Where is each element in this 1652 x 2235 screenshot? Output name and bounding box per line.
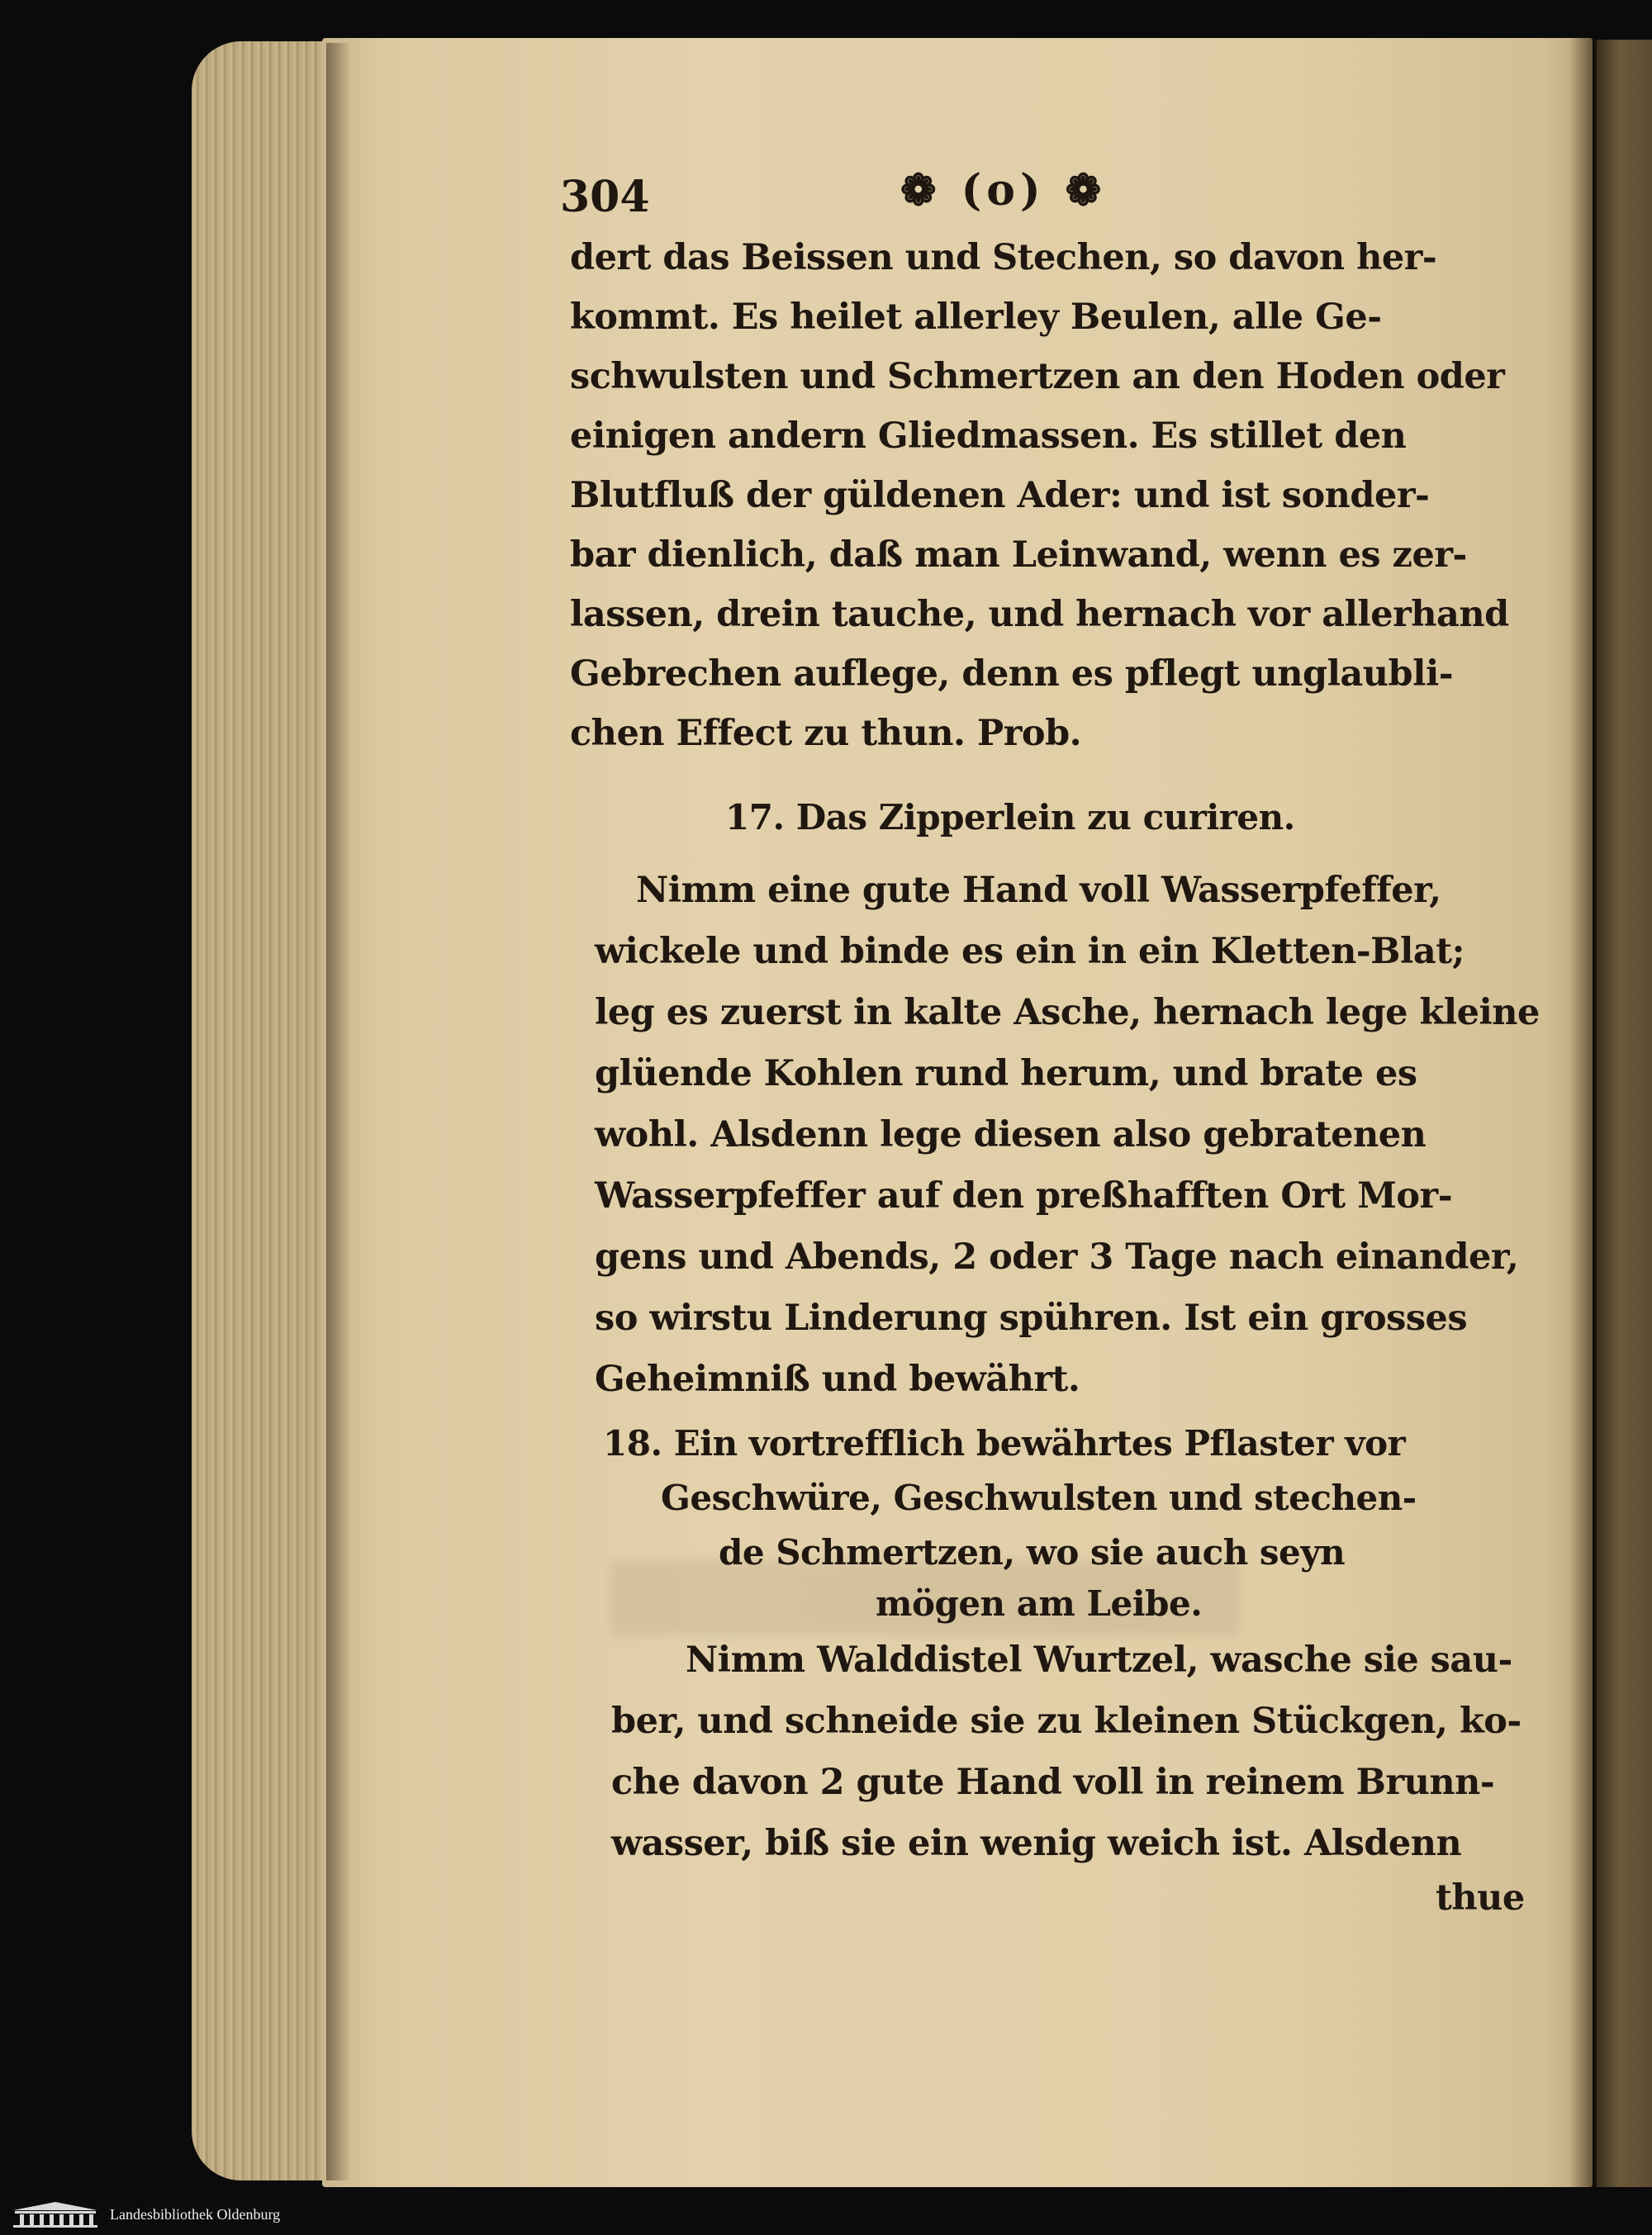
text-line: bar dienlich, daß man Leinwand, wenn es zer‑: [570, 534, 1467, 576]
text-line: so wirstu Linderung spühren. Ist ein grosses: [595, 1298, 1468, 1339]
facing-page-edge: [1594, 40, 1652, 2187]
section-heading-18: 18. Ein vortrefflich bewährtes Pflaster vor: [603, 1423, 1406, 1464]
catchword: thue: [1436, 1877, 1525, 1919]
page-shadow: [326, 43, 351, 2180]
text-line: einigen andern Gliedmassen. Es stillet den: [570, 415, 1407, 457]
text-line: glüende Kohlen rund herum, und brate es: [595, 1053, 1417, 1094]
text-line: Gebrechen auflege, denn es pflegt unglaubli‑: [570, 653, 1454, 695]
page-number: 304: [560, 172, 650, 222]
text-line: schwulsten und Schmertzen an den Hoden oder: [570, 356, 1505, 397]
section-heading-17: 17. Das Zipperlein zu curiren.: [725, 797, 1295, 838]
text-line: Blutfluß der güldenen Ader: und ist sonder‑: [570, 475, 1430, 516]
text-line: lassen, drein tauche, und hernach vor allerhand: [570, 594, 1509, 635]
footer-library-name: Landesbibliothek Oldenburg: [110, 2206, 281, 2223]
text-line: leg es zuerst in kalte Asche, hernach lege kleine: [595, 992, 1540, 1033]
header-ornament: ❁ (o) ❁: [900, 165, 1107, 216]
text-line: Nimm Walddistel Wurtzel, wasche sie sau‑: [686, 1639, 1512, 1681]
text-line: kommt. Es heilet allerley Beulen, alle Ge‑: [570, 297, 1382, 338]
text-line: wickele und binde es ein in ein Kletten‑Blat;: [595, 931, 1464, 972]
gutter-shadow: [1569, 38, 1593, 2187]
text-line: Geheimniß und bewährt.: [595, 1359, 1080, 1400]
section-heading-18-line: mögen am Leibe.: [876, 1583, 1203, 1624]
text-line: chen Effect zu thun. Prob.: [570, 713, 1082, 754]
section-heading-18-line: Geschwüre, Geschwulsten und stechen‑: [661, 1478, 1417, 1518]
text-line: che davon 2 gute Hand voll in reinem Brunn‑: [611, 1762, 1495, 1803]
text-line: Nimm eine gute Hand voll Wasserpfeffer,: [636, 870, 1441, 911]
text-line: gens und Abends, 2 oder 3 Tage nach einander,: [595, 1236, 1519, 1278]
text-line: Wasserpfeffer auf den preßhafften Ort Mor‑: [595, 1175, 1453, 1217]
section-heading-18-line: de Schmertzen, wo sie auch seyn: [719, 1532, 1346, 1573]
text-line: dert das Beissen und Stechen, so davon her‑: [570, 237, 1437, 278]
text-line: ber, und schneide sie zu kleinen Stückgen, ko‑: [611, 1701, 1521, 1742]
text-line: wohl. Alsdenn lege diesen also gebratenen: [595, 1114, 1427, 1155]
text-line: wasser, biß sie ein wenig weich ist. Alsdenn: [611, 1823, 1462, 1864]
library-logo-icon: [10, 2200, 101, 2228]
page-stack-edge: [192, 41, 336, 2180]
